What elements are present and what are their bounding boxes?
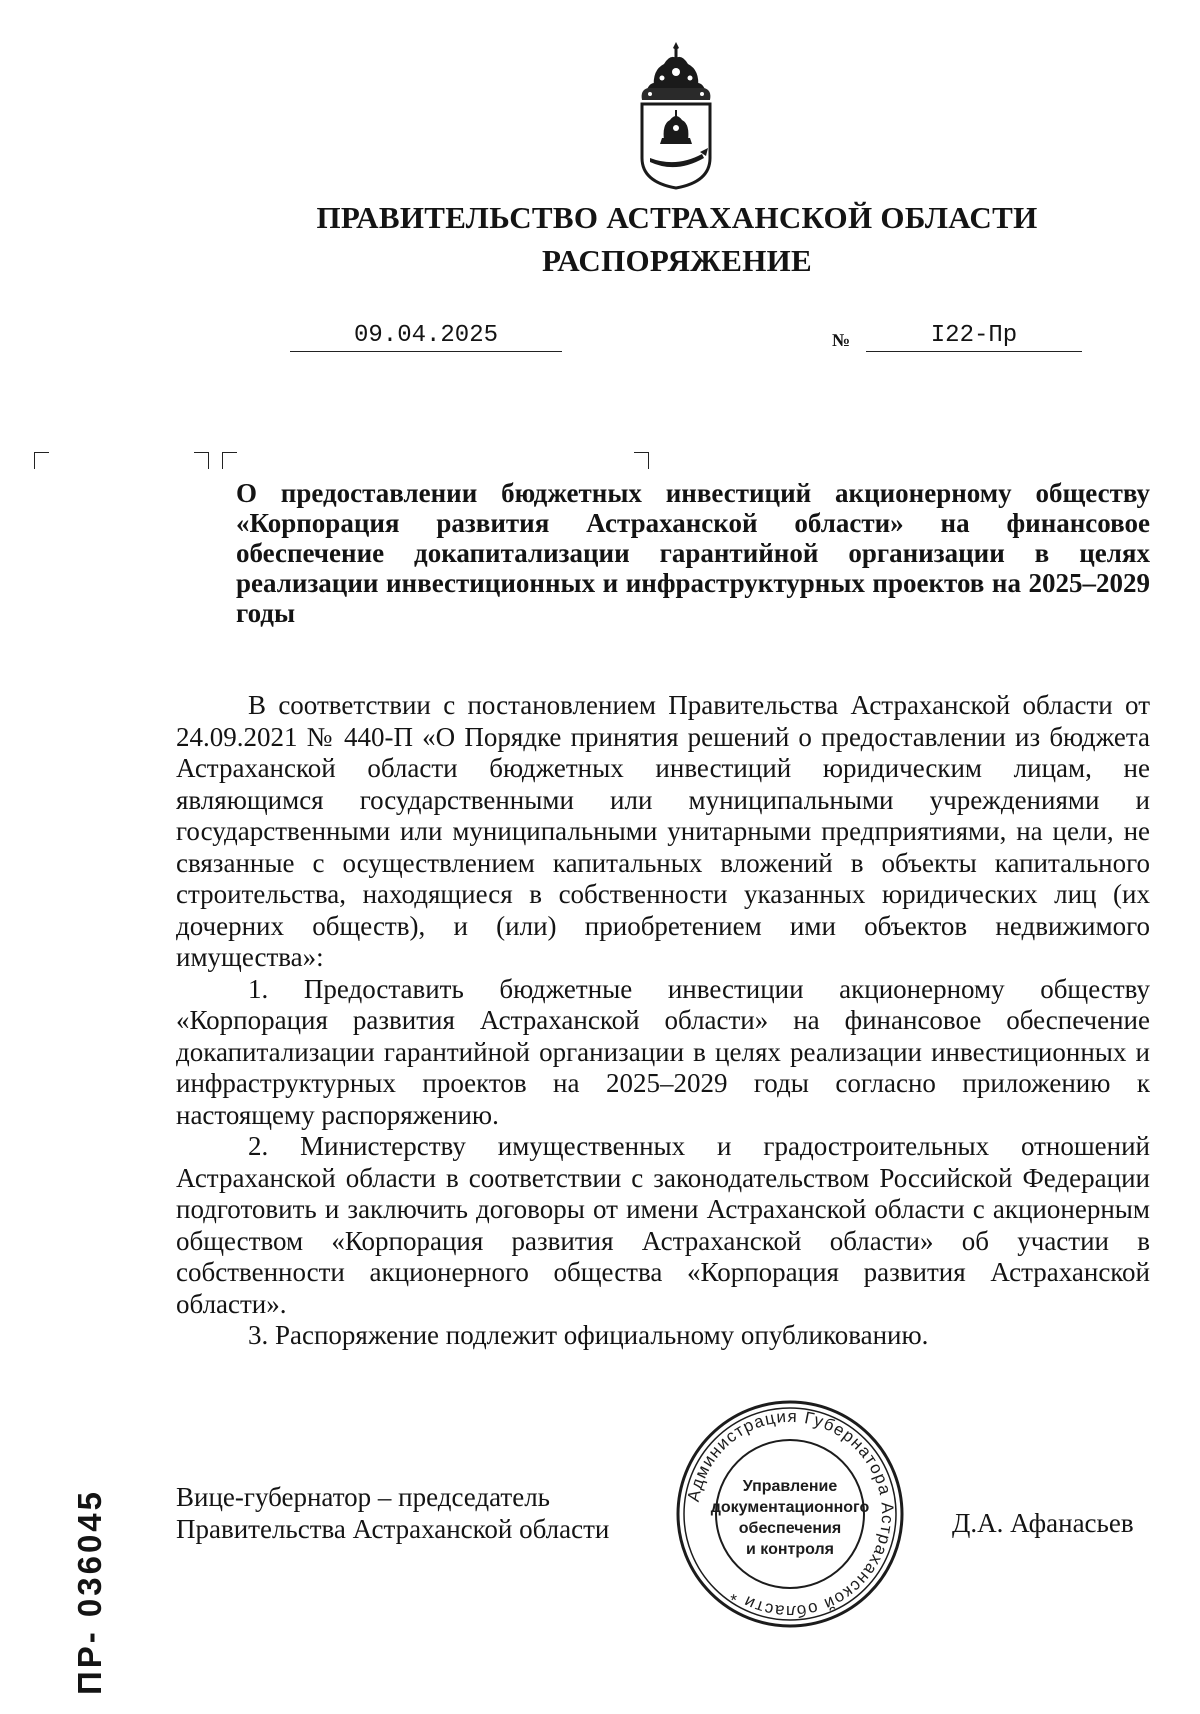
document-number: I22-Пр [866, 322, 1082, 352]
document-subject: О предоставлении бюджетных инвестиций акционерному обществу «Корпорация развития Астраханской области» на финансовое обеспечение докапитализации гарантийной организации в целях реализации инвестиционных и инфраструктурных проектов на 2025–2029 годы [236, 478, 1150, 628]
corner-mark-subject-open-left [222, 452, 237, 469]
signer-title-line-1: Вице-губернатор – председатель [176, 1482, 550, 1512]
item-paragraph-1: 1. Предоставить бюджетные инвестиции акционерному обществу «Корпорация развития Астраханской области» на финансовое обеспечение докапитализации гарантийной организации в целях реализации инвестиционных и инфраструктурных проектов на 2025–2029 годы согласно приложению к настоящему распоряжению. [176, 973, 1150, 1130]
preamble-paragraph: В соответствии с постановлением Правительства Астраханской области от 24.09.2021 № 440-П «О Порядке принятия решений о предоставлении из бюджета Астраханской области бюджетных инвестиций юридическим лицам, не являющимся государственными или муниципальными учреждениями и государственными или муниципальными унитарными предприятиями, на цели, не связанные с осуществлением капитальных вложений в объекты капитального строительства, находящиеся в собственности указанных юридических лиц (их дочерних обществ), и (или) приобретением ими объектов недвижимого имущества»: [176, 690, 1150, 972]
stamp-inner-line-4: и контроля [746, 1541, 834, 1558]
stamp-inner-text [700, 1476, 880, 1560]
corner-mark-subject-open-right [194, 452, 209, 469]
stamp-ring-text: Администрация Губернатора Астраханской области * [683, 1406, 898, 1622]
document-body [176, 690, 1150, 1352]
corner-mark-subject-close [634, 452, 649, 469]
item-paragraph-2: 2. Министерству имущественных и градостроительных отношений Астраханской области в соответствии с законодательством Российской Федерации подготовить и заключить договоры от имени Астраханской области с акционерным обществом «Корпорация развития Астраханской области» об участии в собственности акционерного общества «Корпорация развития Астраханской области». [176, 1131, 1150, 1319]
corner-mark-left [34, 452, 49, 469]
stamp-inner-line-2: документационного [710, 1499, 870, 1516]
coat-of-arms-icon [636, 40, 716, 190]
signer-title [176, 1481, 609, 1545]
document-type: РАСПОРЯЖЕНИЕ [541, 243, 813, 278]
document-date: 09.04.2025 [290, 322, 562, 352]
item-paragraph-3: 3. Распоряжение подлежит официальному опубликованию. [248, 1320, 929, 1350]
stamp-inner-line-3: обеспечения [738, 1520, 842, 1537]
serial-number: ПР- 036045 [71, 1488, 108, 1696]
number-sign: № [832, 330, 851, 350]
signer-title-line-2: Правительства Астраханской области [176, 1514, 610, 1544]
government-title: ПРАВИТЕЛЬСТВО АСТРАХАНСКОЙ ОБЛАСТИ [316, 200, 1038, 235]
stamp-inner-line-1: Управление [742, 1478, 838, 1495]
signer-name: Д.А. Афанасьев [952, 1508, 1134, 1538]
